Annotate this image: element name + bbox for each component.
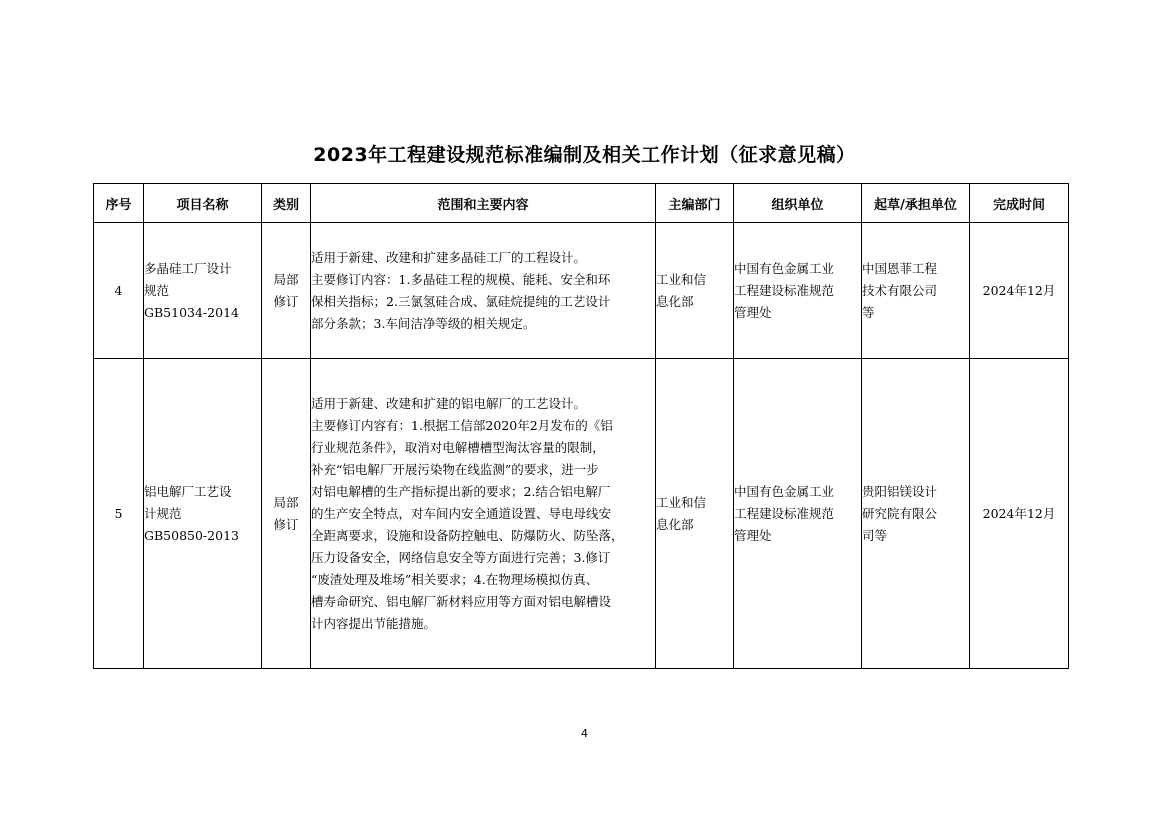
cell-scope-line: 保相关指标；2.三氯氢硅合成、氯硅烷提纯的工艺设计	[311, 293, 611, 309]
document-title: 2023年工程建设规范标准编制及相关工作计划（征求意见稿）	[313, 144, 856, 166]
cell-project-name-line: 规范	[144, 282, 170, 298]
cell-project-name	[144, 359, 262, 669]
cell-org-unit-line: 工程建设标准规范	[734, 282, 835, 298]
header-deadline: 完成时间	[970, 184, 1069, 223]
cell-org-unit-line: 管理处	[734, 527, 772, 543]
cell-project-name-line: GB50850-2013	[144, 527, 239, 543]
header-drafter: 起草/承担单位	[862, 184, 970, 223]
cell-category	[262, 359, 311, 669]
page-number: 4	[581, 727, 588, 740]
cell-org-unit	[734, 223, 862, 359]
cell-lead-dept-line: 息化部	[656, 293, 694, 309]
cell-deadline: 2024年12月	[970, 359, 1069, 669]
cell-scope-line: 行业规范条件》，取消对电解槽槽型淘汰容量的限制，	[311, 439, 605, 455]
cell-scope-line: “废渣处理及堆场”相关要求；4.在物理场模拟仿真、	[311, 571, 599, 587]
cell-scope-line: 适用于新建、改建和扩建多晶硅工厂的工程设计。	[311, 249, 587, 265]
cell-lead-dept-line: 工业和信	[656, 494, 707, 510]
cell-scope-line: 槽寿命研究、铝电解厂新材料应用等方面对铝电解槽设	[311, 593, 612, 609]
cell-scope-line: 全距离要求，设施和设备防控触电、防爆防火、防坠落，	[311, 527, 624, 543]
cell-category-line: 修订	[273, 516, 299, 532]
cell-scope-line: 主要修订内容有：1.根据工信部2020年2月发布的《铝	[311, 417, 613, 433]
cell-lead-dept	[656, 223, 734, 359]
cell-drafter-line: 贵阳铝镁设计	[862, 483, 938, 499]
cell-org-unit-line: 中国有色金属工业	[734, 260, 835, 276]
table-row	[94, 223, 1069, 359]
header-seq: 序号	[94, 184, 144, 223]
cell-drafter	[862, 223, 970, 359]
cell-org-unit-line: 管理处	[734, 304, 772, 320]
cell-org-unit-line: 工程建设标准规范	[734, 505, 835, 521]
cell-scope-line: 的生产安全特点，对车间内安全通道设置、导电母线安	[311, 505, 612, 521]
cell-scope-line: 主要修订内容：1.多晶硅工程的规模、能耗、安全和环	[311, 271, 611, 287]
cell-scope-line: 适用于新建、改建和扩建的铝电解厂的工艺设计。	[311, 395, 587, 411]
cell-scope	[311, 223, 656, 359]
cell-scope-line: 对铝电解槽的生产指标提出新的要求；2.结合铝电解厂	[311, 483, 611, 499]
cell-seq: 5	[94, 359, 144, 669]
cell-lead-dept-line: 工业和信	[656, 271, 707, 287]
header-project-name: 项目名称	[144, 184, 262, 223]
header-org-unit: 组织单位	[734, 184, 862, 223]
cell-category-line: 修订	[273, 293, 299, 309]
cell-category-line: 局部	[273, 271, 299, 287]
cell-category-line: 局部	[273, 494, 299, 510]
cell-drafter-line: 技术有限公司	[862, 282, 938, 298]
cell-lead-dept	[656, 359, 734, 669]
cell-drafter-line: 中国恩菲工程	[862, 260, 938, 276]
header-scope: 范围和主要内容	[311, 184, 656, 223]
work-plan-table	[93, 183, 1069, 669]
cell-drafter	[862, 359, 970, 669]
cell-seq: 4	[94, 223, 144, 359]
cell-project-name	[144, 223, 262, 359]
cell-project-name-line: 计规范	[144, 505, 182, 521]
table-row	[94, 359, 1069, 669]
cell-drafter-line: 等	[862, 304, 875, 320]
cell-scope-line: 计内容提出节能措施。	[311, 615, 437, 631]
cell-drafter-line: 司等	[862, 527, 888, 543]
cell-scope	[311, 359, 656, 669]
cell-scope-line: 补充“铝电解厂开展污染物在线监测”的要求，进一步	[311, 461, 599, 477]
cell-lead-dept-line: 息化部	[656, 516, 694, 532]
cell-project-name-line: 铝电解厂工艺设	[144, 483, 232, 499]
cell-project-name-line: GB51034-2014	[144, 304, 239, 320]
cell-project-name-line: 多晶硅工厂设计	[144, 260, 232, 276]
cell-org-unit-line: 中国有色金属工业	[734, 483, 835, 499]
table-header-row	[94, 184, 1069, 223]
cell-drafter-line: 研究院有限公	[862, 505, 938, 521]
cell-org-unit	[734, 359, 862, 669]
cell-scope-line: 压力设备安全，网络信息安全等方面进行完善；3.修订	[311, 549, 611, 565]
header-lead-dept: 主编部门	[656, 184, 734, 223]
cell-category	[262, 223, 311, 359]
cell-deadline: 2024年12月	[970, 223, 1069, 359]
cell-scope-line: 部分条款；3.车间洁净等级的相关规定。	[311, 315, 536, 331]
header-category: 类别	[262, 184, 311, 223]
